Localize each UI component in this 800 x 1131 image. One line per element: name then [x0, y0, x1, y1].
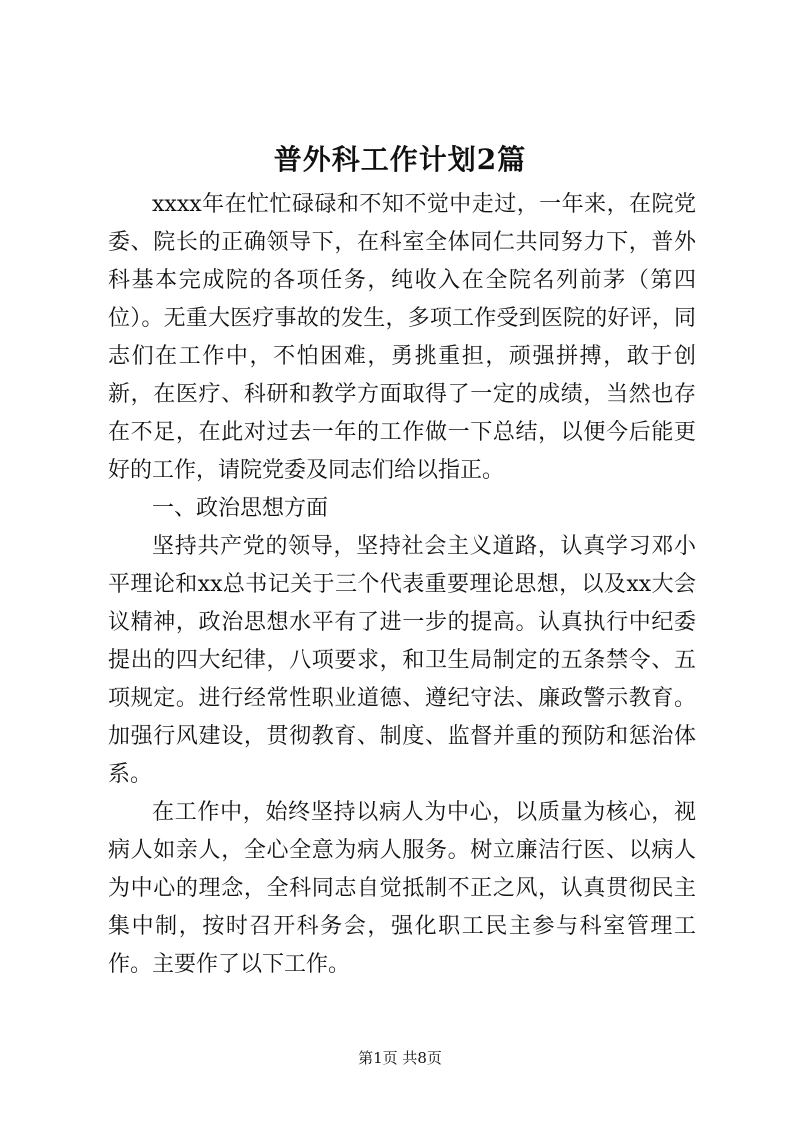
page-footer: 第1页 共8页: [358, 1049, 442, 1067]
document-body: [108, 186, 696, 984]
section-heading-politics: 一、政治思想方面: [152, 496, 329, 521]
paragraph-work: 在工作中，始终坚持以病人为中心，以质量为核心，视病人如亲人，全心全意为病人服务。树立廉洁行医、以病人为中心的理念，全科同志自觉抵制不正之风，认真贯彻民主集中制，按时召开科务会，强化职工民主参与科室管理工作。主要作了以下工作。: [108, 800, 696, 977]
document-title: 普外科工作计划2篇: [273, 143, 527, 176]
paragraph-politics: 坚持共产党的领导，坚持社会主义道路，认真学习邓小平理论和xx总书记关于三个代表重要理论思想，以及xx大会议精神，政治思想水平有了进一步的提高。认真执行中纪委提出的四大纪律，八项要求，和卫生局制定的五条禁令、五项规定。进行经常性职业道德、遵纪守法、廉政警示教育。加强行风建设，贯彻教育、制度、监督并重的预防和惩治体系。: [108, 534, 696, 787]
paragraph-intro: xxxx年在忙忙碌碌和不知不觉中走过，一年来，在院党委、院长的正确领导下，在科室全体同仁共同努力下，普外科基本完成院的各项任务，纯收入在全院名列前茅（第四位）。无重大医疗事故的发生，多项工作受到医院的好评，同志们在工作中，不怕困难，勇挑重担，顽强拼搏，敢于创新，在医疗、科研和教学方面取得了一定的成绩，当然也存在不足，在此对过去一年的工作做一下总结，以便今后能更好的工作，请院党委及同志们给以指正。: [108, 192, 696, 483]
